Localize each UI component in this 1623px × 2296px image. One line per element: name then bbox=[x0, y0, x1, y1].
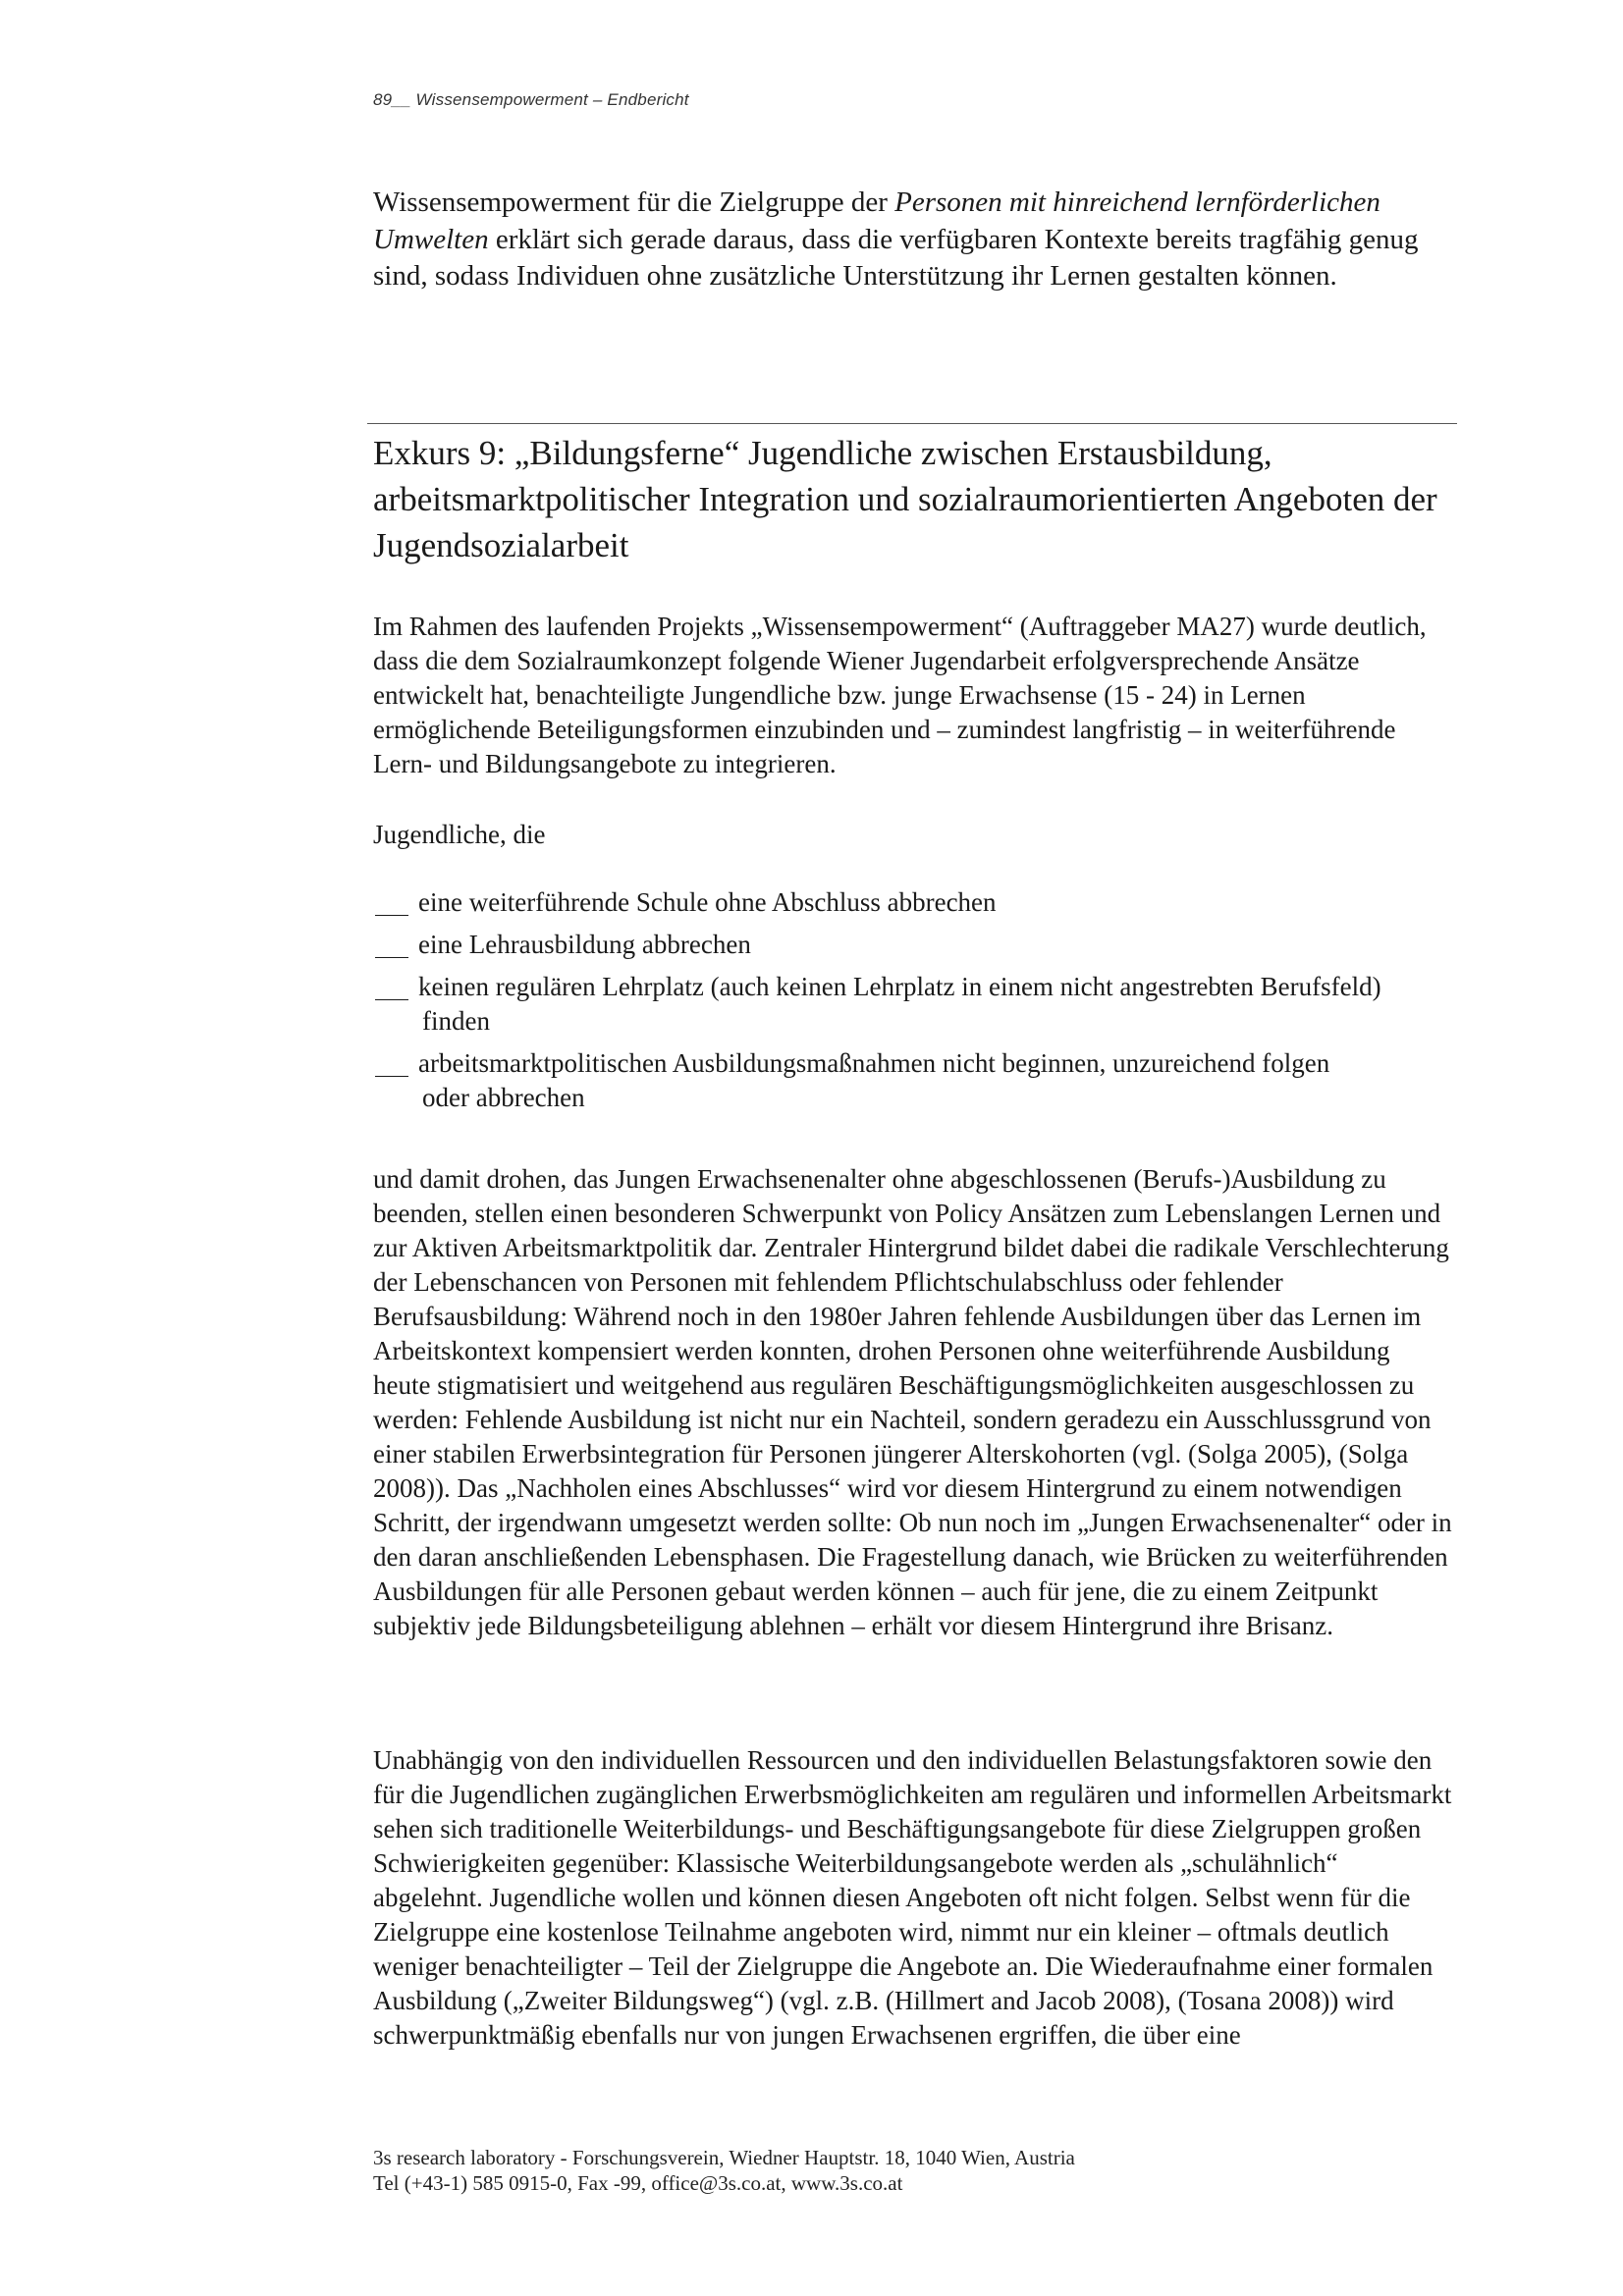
footer-address: 3s research laboratory - Forschungsverein, Wiedner Hauptstr. 18, 1040 Wien, Austria bbox=[373, 2146, 1075, 2169]
exkurs-paragraph-2: und damit drohen, das Jungen Erwachsenenalter ohne abgeschlossenen (Berufs-)Ausbildung zu beenden, stellen einen besonderen Schwerpunkt von Policy Ansätzen zum Lebenslangen Lernen und zur Aktiven Arbeitsmarktpolitik dar. Zentraler Hintergrund bildet dabei die radikale Verschlechterung der Lebenschancen von Personen mit fehlendem Pflichtschulabschluss oder fehlender Berufsausbildung: Während noch in den 1980er Jahren fehlende Ausbildungen über das Lernen im Arbeitskontext kompensiert werden konnten, drohen Personen ohne weiterführende Ausbildung heute stigmatisiert und weitgehend aus regulären Beschäftigungsmöglichkeiten ausgeschlossen zu werden: Fehlende Ausbildung ist nicht nur ein Nachteil, sondern geradezu ein Ausschlussgrund von einer stabilen Erwerbsintegration für Personen jüngerer Alterskohorten (vgl. (Solga 2005), (Solga 2008)). Das „Nachholen eines Abschlusses“ wird vor diesem Hintergrund zu einem notwendigen Schritt, der irgendwann umgesetzt werden sollte: Ob nun noch im „Jungen Erwachsenenalter“ oder in den daran anschließenden Lebensphasen. Die Fragestellung danach, wie Brücken zu weiterführenden Ausbildungen für alle Personen gebaut werden können – auch für jene, die zu einem Zeitpunkt subjektiv jede Bildungsbeteiligung ablehnen – erhält vor diesem Hintergrund ihre Brisanz. bbox=[373, 1164, 1452, 1640]
exkurs-bullet-list bbox=[373, 885, 1463, 1123]
page-footer bbox=[373, 2145, 1463, 2196]
intro-text-end: erklärt sich gerade daraus, dass die verfügbaren Kontexte bereits tragfähig genug sind, sodass Individuen ohne zusätzliche Unterstützung ihr Lernen gestalten können. bbox=[373, 223, 1419, 292]
list-item-text: eine weiterführende Schule ohne Abschluss abbrechen bbox=[418, 887, 997, 917]
list-item-text: eine Lehrausbildung abbrechen bbox=[418, 930, 751, 959]
footer-contact: Tel (+43-1) 585 0915-0, Fax -99, office@3s.co.at, www.3s.co.at bbox=[373, 2171, 903, 2195]
exkurs-paragraph-1: Im Rahmen des laufenden Projekts „Wissensempowerment“ (Auftraggeber MA27) wurde deutlich, dass die dem Sozialraumkonzept folgende Wiener Jugendarbeit erfolgversprechende Ansätze entwickelt hat, benachteiligte Jungendliche bzw. junge Erwachsense (15 - 24) in Lernen ermöglichende Beteiligungsformen einzubinden und – zumindest langfristig – in weiterführende Lern- und Bildungsangebote zu integrieren. bbox=[373, 612, 1427, 778]
list-item-text bbox=[418, 1046, 1463, 1115]
exkurs-paragraph-3: Unabhängig von den individuellen Ressourcen und den individuellen Belastungsfaktoren sowie den für die Jugendlichen zugänglichen Erwerbsmöglichkeiten am regulären und informellen Arbeitsmarkt sehen sich traditionelle Weiterbildungs- und Beschäftigungsangebote für diese Zielgruppen großen Schwierigkeiten gegenüber: Klassische Weiterbildungsangebote werden als „schulähnlich“ abgelehnt. Jugendliche wollen und können diesen Angeboten oft nicht folgen. Selbst wenn für die Zielgruppe eine kostenlose Teilnahme angeboten wird, nimmt nur ein kleiner – oftmals deutlich weniger benachteiligter – Teil der Zielgruppe die Angebote an. Die Wiederaufnahme einer formalen Ausbildung („Zweiter Bildungsweg“) (vgl. z.B. (Hillmert and Jacob 2008), (Tosana 2008)) wird schwerpunktmäßig ebenfalls nur von jungen Erwachsenen ergriffen, die über eine bbox=[373, 1745, 1452, 2050]
intro-emphasis: Personen mit hinreichend lernförderlichen Umwelten bbox=[373, 187, 1380, 255]
bullet-underscore-marker bbox=[375, 928, 408, 958]
intro-paragraph bbox=[373, 185, 1453, 295]
list-item-text bbox=[418, 970, 1463, 1039]
exkurs-title: Exkurs 9: „Bildungsferne“ Jugendliche zwischen Erstausbildung, arbeitsmarktpolitischer Integration und sozialraumorientierten Angeboten der Jugendsozialarbeit bbox=[373, 434, 1437, 564]
exkurs-list-lead: Jugendliche, die bbox=[373, 820, 546, 849]
bullet-underscore-marker bbox=[375, 970, 408, 1000]
bullet-underscore-marker bbox=[375, 1046, 408, 1077]
list-item bbox=[373, 970, 1463, 1039]
list-item-line-1: keinen regulären Lehrplatz (auch keinen Lehrplatz in einem nicht angestrebten Berufsfeld) bbox=[418, 972, 1381, 1001]
list-item-line-2: oder abbrechen bbox=[422, 1083, 585, 1112]
list-item-line-2: finden bbox=[422, 1006, 490, 1036]
list-item bbox=[373, 885, 1463, 920]
section-divider bbox=[367, 423, 1457, 424]
bullet-underscore-marker bbox=[375, 885, 408, 916]
list-item bbox=[373, 1046, 1463, 1115]
intro-text-start: Wissensempowerment für die Zielgruppe der bbox=[373, 187, 895, 218]
list-item bbox=[373, 928, 1463, 962]
list-item-line-1: arbeitsmarktpolitischen Ausbildungsmaßnahmen nicht beginnen, unzureichend folgen bbox=[418, 1048, 1330, 1078]
running-header: 89__ Wissensempowerment – Endbericht bbox=[373, 90, 689, 109]
